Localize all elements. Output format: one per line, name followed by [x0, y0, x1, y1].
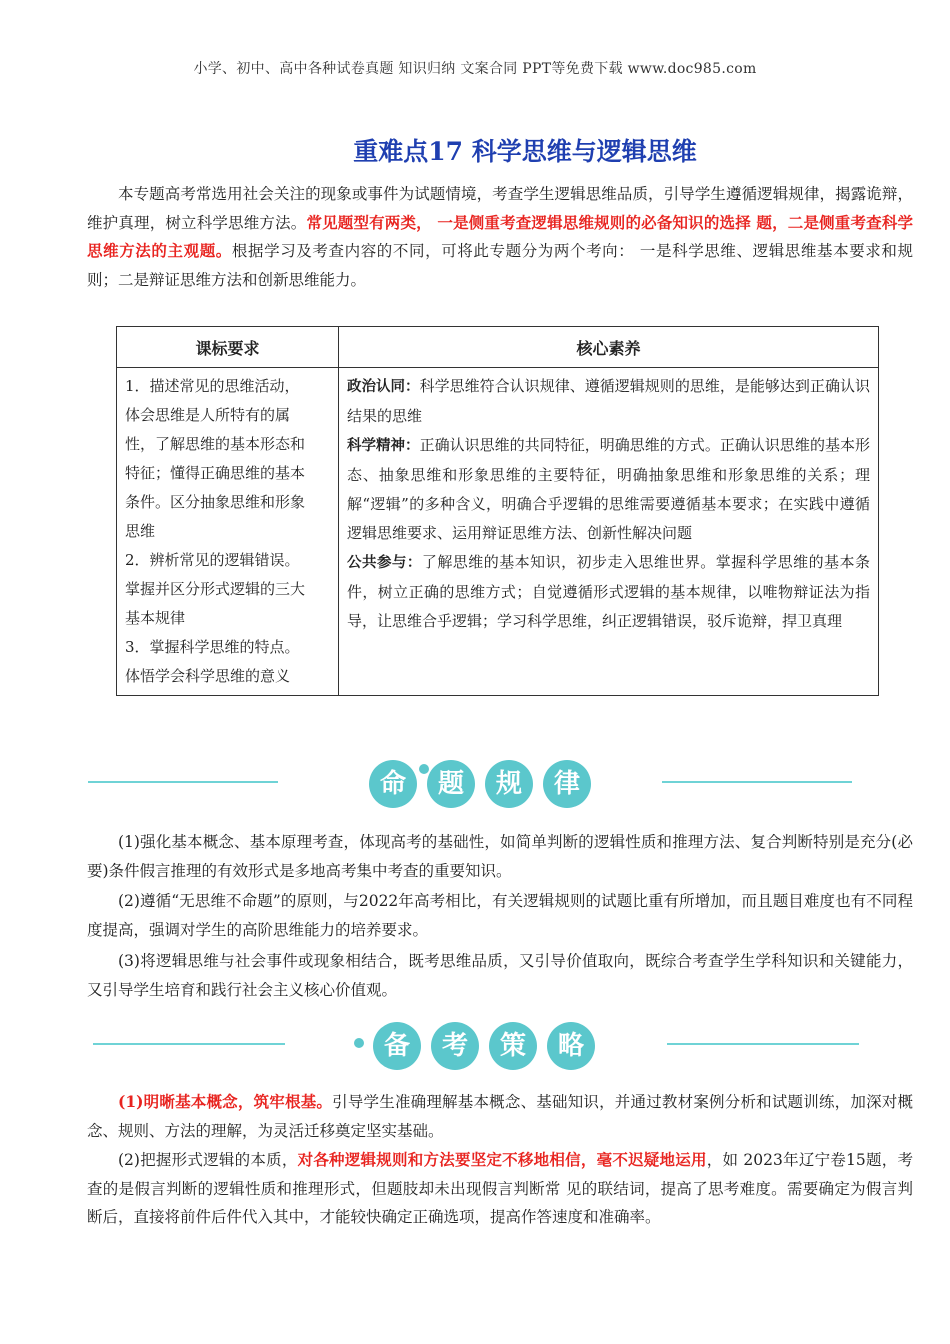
banner-char: 略	[547, 1022, 595, 1070]
standards-line: 基本规律	[125, 609, 186, 627]
col-header-standards: 课标要求	[117, 327, 339, 368]
standards-line: 1．描述常见的思维活动，	[125, 377, 300, 395]
literacy-science	[347, 431, 870, 548]
standards-line: 体悟学会科学思维的意义	[125, 667, 291, 685]
page-title: 重难点17 科学思维与逻辑思维	[353, 137, 697, 166]
strategy-item-2	[87, 1146, 913, 1232]
standards-line: 性，了解思维的基本形态和	[125, 435, 306, 453]
banner-dot	[419, 764, 429, 774]
strategy-item-1	[87, 1088, 913, 1145]
standards-line: 掌握并区分形式逻辑的三大	[125, 580, 306, 598]
literacy-label: 公共参与：	[347, 555, 422, 571]
rules-item: (1)强化基本概念、基本原理考查，体现高考的基础性，如简单判断的逻辑性质和推理方法、复合判断特别是充分(必要)条件假言推理的有效形式是多地高考集中考查的重要知识。	[87, 833, 913, 880]
section-banner-rules	[0, 754, 950, 814]
standards-line: 特征；懂得正确思维的基本	[125, 464, 306, 482]
section-banner-strategy	[0, 1016, 950, 1076]
intro-paragraph	[87, 180, 913, 294]
standards-line: 体会思维是人所特有的属	[125, 406, 291, 424]
banner-char: 考	[431, 1022, 479, 1070]
col-header-literacy: 核心素养	[339, 327, 879, 368]
banner-char: 律	[543, 760, 591, 808]
page-header: 小学、初中、高中各种试卷真题 知识归纳 文案合同 PPT等免费下载 www.doc985.com	[193, 61, 757, 77]
standards-line: 条件。区分抽象思维和形象	[125, 493, 306, 511]
literacy-label: 政治认同：	[347, 379, 420, 395]
standards-line: 2．辨析常见的逻辑错误。	[125, 551, 300, 569]
standards-line: 3．掌握科学思维的特点。	[125, 638, 300, 656]
standards-cell	[117, 368, 339, 696]
literacy-text: 了解思维的基本知识，初步走入思维世界。掌握科学思维的基本条件，树立正确的思维方式；自觉遵循形式逻辑的基本规律，以唯物辩证法为指导，让思维合乎逻辑；学习科学思维，纠正逻辑错误，驳斥诡辩，捍卫真理	[347, 553, 871, 630]
requirements-table	[116, 326, 879, 696]
strategy-text: 引导学生准确理解基本概念、基础知识，并通过教材案例分析和试题训练，加深对概念、规则、方法的理解，为灵活迁移奠定坚实基础。	[87, 1093, 913, 1140]
literacy-political	[347, 372, 870, 431]
table-row	[117, 368, 879, 696]
rules-item: (3)将逻辑思维与社会事件或现象相结合，既考思维品质，又引导价值取向，既综合考查学生学科知识和关键能力，又引导学生培育和践行社会主义核心价值观。	[87, 952, 913, 999]
strategy-highlight: 对各种逻辑规则和方法要坚定不移地相信，毫不迟疑地运用	[297, 1150, 707, 1169]
table-header-row	[117, 327, 879, 368]
intro-text-1: 本专题高考常选用社会关注的现象或事件为试题情境，考查学生逻辑思维品质，引导学生遵循逻辑规律，揭露诡辩，维护真理，树立科学思维方法。	[87, 185, 913, 232]
banner-char: 策	[489, 1022, 537, 1070]
banner-char: 规	[485, 760, 533, 808]
strategy-text: ，如 2023年辽宁卷15题，考查的是假言判断的逻辑性质和推理形式，但题肢却未出现假言判断常 见的联结词，提高了思考难度。需要确定为假言判断后，直接将前件后件代入其中，才能较快确定正确选项，提高作答速度和准确率。	[87, 1151, 913, 1226]
literacy-label: 科学精神：	[347, 438, 420, 454]
strategy-highlight: (1)明晰基本概念，筑牢根基。	[118, 1092, 333, 1111]
banner-dot	[354, 1038, 364, 1048]
literacy-cell	[339, 368, 879, 696]
literacy-public	[347, 548, 870, 636]
literacy-text: 正确认识思维的共同特征，明确思维的方式。正确认识思维的基本形态、抽象思维和形象思维的主要特征，明确抽象思维和形象思维的关系；理解“逻辑”的多种含义，明确合乎逻辑的思维需要遵循基本要求；在实践中遵循逻辑思维要求、运用辩证思维方法、创新性解决问题	[347, 436, 870, 542]
standards-line: 思维	[125, 522, 156, 540]
rules-item: (2)遵循“无思维不命题”的原则，与2022年高考相比，有关逻辑规则的试题比重有所增加，而且题目难度也有不同程度提高，强调对学生的高阶思维能力的培养要求。	[87, 892, 913, 939]
banner-char: 备	[373, 1022, 421, 1070]
banner-line-right	[662, 781, 852, 783]
banner-char: 命	[369, 760, 417, 808]
banner-line-left	[93, 1043, 285, 1045]
banner-char: 题	[427, 760, 475, 808]
banner-line-right	[667, 1043, 859, 1045]
intro-text-2: 根据学习及考查内容的不同，可将此专题分为两个考向： 一是科学思维、逻辑思维基本要求和规则；二是辩证思维方法和创新思维能力。	[87, 242, 913, 289]
strategy-text: (2)把握形式逻辑的本质，	[118, 1151, 298, 1169]
banner-line-left	[88, 781, 278, 783]
intro-highlight: 常见题型有两类， 一是侧重考查逻辑思维规则的必备知识的选择 题，二是侧重考查科学思维方法的主观题。	[87, 212, 913, 260]
literacy-text: 科学思维符合认识规律、遵循逻辑规则的思维，是能够达到正确认识结果的思维	[347, 377, 870, 425]
